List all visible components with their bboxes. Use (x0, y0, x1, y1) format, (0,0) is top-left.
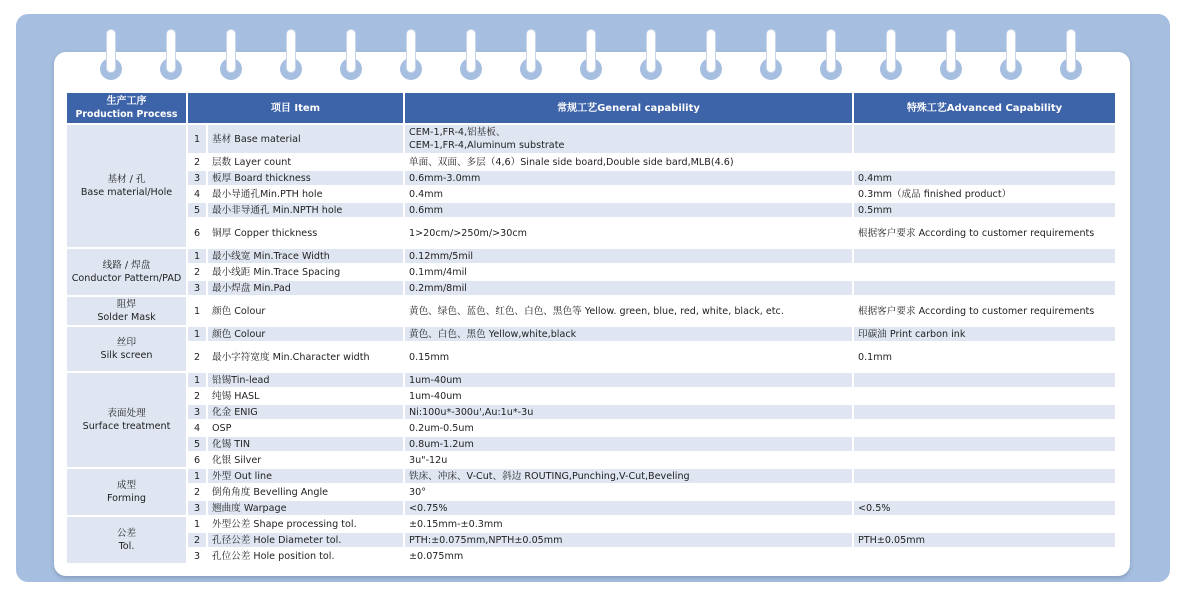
header-process (66, 92, 187, 124)
process-name-cn: 表面处理 (107, 408, 146, 419)
item-name: 铜厚 Copper thickness (207, 218, 404, 248)
advanced-capability (853, 264, 1116, 280)
process-cell (66, 372, 187, 468)
process-name-en: Surface treatment (82, 421, 171, 432)
table-row (66, 548, 1116, 564)
table-header-row (66, 92, 1116, 124)
row-number: 5 (187, 202, 207, 218)
row-number: 3 (187, 280, 207, 296)
row-number: 6 (187, 218, 207, 248)
header-process-en: Production Process (75, 109, 178, 120)
table-row (66, 296, 1116, 326)
process-cell (66, 516, 187, 564)
general-capability: 0.2mm/8mil (404, 280, 853, 296)
process-name-cn: 丝印 (116, 337, 137, 348)
process-name-en: Silk screen (100, 350, 153, 361)
advanced-capability (853, 404, 1116, 420)
process-cell (66, 296, 187, 326)
advanced-capability (853, 372, 1116, 388)
table-row (66, 388, 1116, 404)
process-cell (66, 468, 187, 516)
advanced-capability: 0.5mm (853, 202, 1116, 218)
row-number: 1 (187, 248, 207, 264)
advanced-capability (853, 436, 1116, 452)
process-name-cn: 公差 (116, 528, 137, 539)
item-name: 颜色 Colour (207, 326, 404, 342)
advanced-capability: 根据客户要求 According to customer requirements (853, 218, 1116, 248)
table-row (66, 280, 1116, 296)
item-name: 孔位公差 Hole position tol. (207, 548, 404, 564)
table-row (66, 264, 1116, 280)
advanced-capability (853, 516, 1116, 532)
item-name: 翘曲度 Warpage (207, 500, 404, 516)
row-number: 2 (187, 264, 207, 280)
item-name: 外型 Out line (207, 468, 404, 484)
general-capability: 单面、双面、多层（4,6）Sinale side board,Double side bard,MLB(4.6) (404, 154, 853, 170)
item-name: 最小字符宽度 Min.Character width (207, 342, 404, 372)
row-number: 4 (187, 186, 207, 202)
item-name: 化银 Silver (207, 452, 404, 468)
general-capability: PTH:±0.075mm,NPTH±0.05mm (404, 532, 853, 548)
row-number: 2 (187, 154, 207, 170)
item-name: 铅锡Tin-lead (207, 372, 404, 388)
row-number: 3 (187, 404, 207, 420)
general-capability: 1>20cm/>250m/>30cm (404, 218, 853, 248)
process-name-cn: 基材 / 孔 (107, 174, 146, 185)
general-capability: <0.75% (404, 500, 853, 516)
general-capability: 铁床、冲床、V-Cut、斜边 ROUTING,Punching,V-Cut,Beveling (404, 468, 853, 484)
row-number: 2 (187, 388, 207, 404)
advanced-capability (853, 548, 1116, 564)
row-number: 3 (187, 500, 207, 516)
advanced-capability: 0.3mm（成品 finished product） (853, 186, 1116, 202)
general-capability: 30° (404, 484, 853, 500)
general-capability: 0.2um-0.5um (404, 420, 853, 436)
row-number: 2 (187, 484, 207, 500)
general-capability: 0.12mm/5mil (404, 248, 853, 264)
row-number: 3 (187, 548, 207, 564)
advanced-capability: 根据客户要求 According to customer requirements (853, 296, 1116, 326)
process-name-en: Solder Mask (97, 312, 156, 323)
item-name: 板厚 Board thickness (207, 170, 404, 186)
process-cell (66, 326, 187, 372)
process-name-cn: 成型 (116, 480, 137, 491)
process-name-en: Tol. (118, 541, 135, 552)
row-number: 1 (187, 516, 207, 532)
advanced-capability (853, 124, 1116, 154)
table-row (66, 186, 1116, 202)
table-row (66, 484, 1116, 500)
general-capability: 0.15mm (404, 342, 853, 372)
general-capability: 黄色、绿色、蓝色、红色、白色、黑色等 Yellow. green, blue, red, white, black, etc. (404, 296, 853, 326)
header-advanced: 特殊工艺Advanced Capability (853, 92, 1116, 124)
table-row (66, 170, 1116, 186)
item-name: 外型公差 Shape processing tol. (207, 516, 404, 532)
advanced-capability (853, 388, 1116, 404)
table-row (66, 468, 1116, 484)
process-name-en: Conductor Pattern/PAD (71, 273, 182, 284)
general-capability: 0.8um-1.2um (404, 436, 853, 452)
advanced-capability (853, 468, 1116, 484)
table-row (66, 420, 1116, 436)
row-number: 4 (187, 420, 207, 436)
general-capability: 0.6mm (404, 202, 853, 218)
general-capability: ±0.075mm (404, 548, 853, 564)
advanced-capability (853, 248, 1116, 264)
header-process-cn: 生产工序 (106, 96, 147, 107)
row-number: 1 (187, 372, 207, 388)
item-name: 最小线距 Min.Trace Spacing (207, 264, 404, 280)
table-row (66, 342, 1116, 372)
general-capability: 1um-40um (404, 372, 853, 388)
item-name: 基材 Base material (207, 124, 404, 154)
table-row (66, 248, 1116, 264)
item-name: 层数 Layer count (207, 154, 404, 170)
general-capability: 0.1mm/4mil (404, 264, 853, 280)
process-name-cn: 线路 / 焊盘 (102, 260, 151, 271)
item-name: 倒角角度 Bevelling Angle (207, 484, 404, 500)
advanced-capability (853, 154, 1116, 170)
row-number: 1 (187, 468, 207, 484)
table-row (66, 154, 1116, 170)
capability-table (65, 91, 1117, 565)
advanced-capability: 0.4mm (853, 170, 1116, 186)
item-name: 最小焊盘 Min.Pad (207, 280, 404, 296)
general-capability: 0.4mm (404, 186, 853, 202)
item-name: 最小导通孔Min.PTH hole (207, 186, 404, 202)
advanced-capability: PTH±0.05mm (853, 532, 1116, 548)
item-name: 化锡 TIN (207, 436, 404, 452)
table-row (66, 404, 1116, 420)
item-name: 化金 ENIG (207, 404, 404, 420)
process-cell (66, 248, 187, 296)
table-row (66, 218, 1116, 248)
process-name-cn: 阻焊 (116, 299, 137, 310)
table-row (66, 436, 1116, 452)
advanced-capability: 印碳油 Print carbon ink (853, 326, 1116, 342)
item-name: 颜色 Colour (207, 296, 404, 326)
table-row (66, 326, 1116, 342)
general-capability: CEM-1,FR-4,铝基板、 CEM-1,FR-4,Aluminum substrate (404, 124, 853, 154)
item-name: 孔径公差 Hole Diameter tol. (207, 532, 404, 548)
general-capability: ±0.15mm-±0.3mm (404, 516, 853, 532)
advanced-capability (853, 452, 1116, 468)
item-name: 纯锡 HASL (207, 388, 404, 404)
process-name-en: Base material/Hole (80, 187, 173, 198)
header-general: 常规工艺General capability (404, 92, 853, 124)
row-number: 1 (187, 296, 207, 326)
process-cell (66, 124, 187, 248)
general-capability: 黄色、白色、黑色 Yellow,white,black (404, 326, 853, 342)
row-number: 3 (187, 170, 207, 186)
general-capability: 0.6mm-3.0mm (404, 170, 853, 186)
table-body (66, 124, 1116, 564)
item-name: 最小线宽 Min.Trace Width (207, 248, 404, 264)
row-number: 6 (187, 452, 207, 468)
table-row (66, 452, 1116, 468)
general-capability: Ni:100u*-300u',Au:1u*-3u (404, 404, 853, 420)
advanced-capability: <0.5% (853, 500, 1116, 516)
row-number: 5 (187, 436, 207, 452)
table-row (66, 532, 1116, 548)
header-item: 项目 Item (187, 92, 404, 124)
advanced-capability (853, 280, 1116, 296)
table-row (66, 124, 1116, 154)
table-row (66, 500, 1116, 516)
table-row (66, 372, 1116, 388)
general-capability: 3u"-12u (404, 452, 853, 468)
advanced-capability (853, 484, 1116, 500)
process-name-en: Forming (106, 493, 146, 504)
general-capability: 1um-40um (404, 388, 853, 404)
table-row (66, 202, 1116, 218)
row-number: 2 (187, 342, 207, 372)
advanced-capability (853, 420, 1116, 436)
item-name: 最小非导通孔 Min.NPTH hole (207, 202, 404, 218)
item-name: OSP (207, 420, 404, 436)
row-number: 1 (187, 326, 207, 342)
table-row (66, 516, 1116, 532)
row-number: 2 (187, 532, 207, 548)
advanced-capability: 0.1mm (853, 342, 1116, 372)
row-number: 1 (187, 124, 207, 154)
